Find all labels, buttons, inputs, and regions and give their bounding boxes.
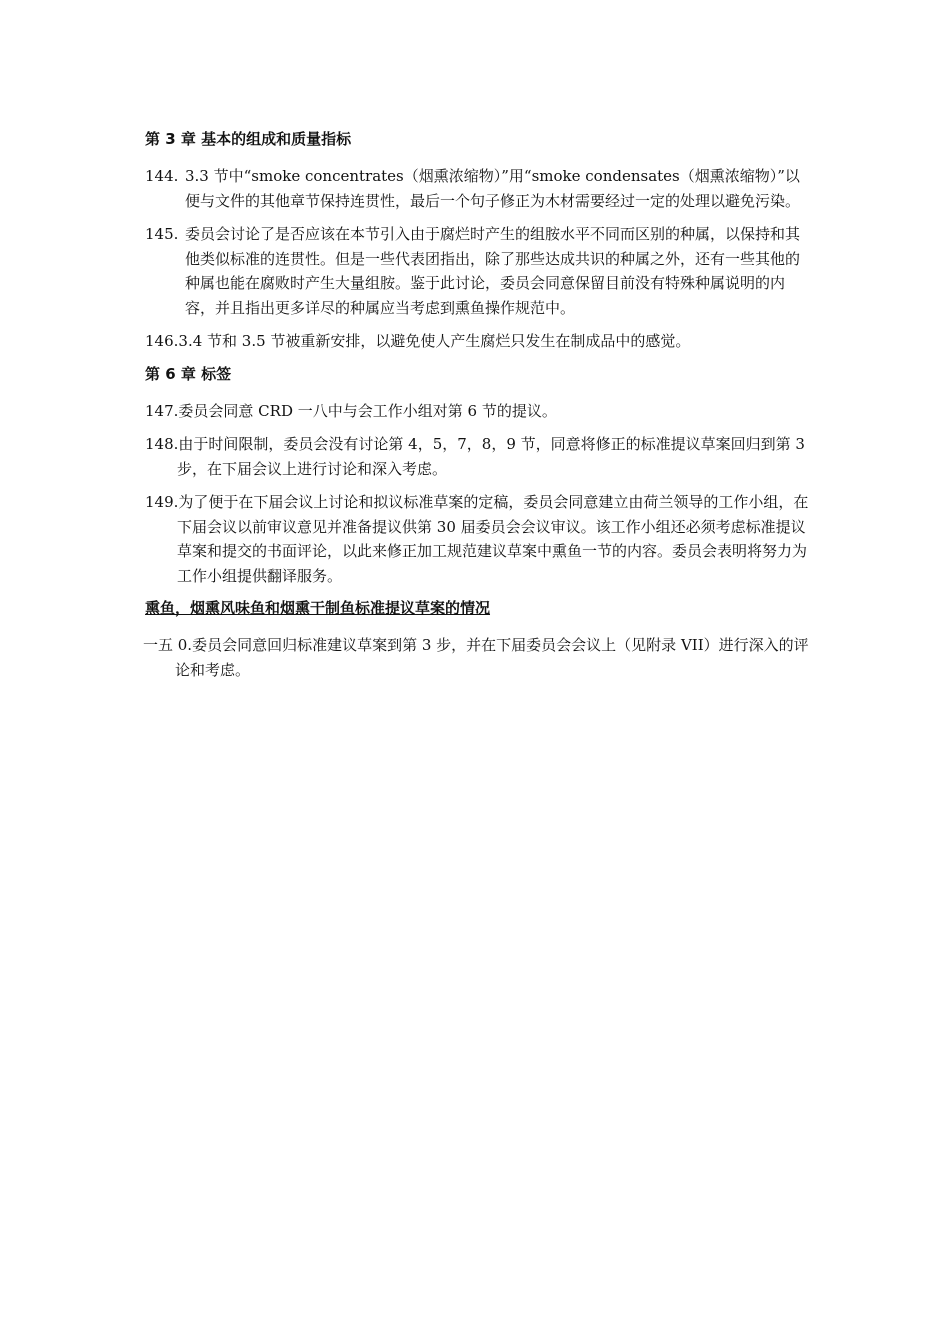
paragraph-text: 3.3 节中“smoke concentrates（烟熏浓缩物）”用“smoke condensates（烟熏浓缩物）”以便与文件的其他章节保持连贯性，最后一个句子修正为木材需要经过一定的处理以避免污染。 [185,167,801,210]
chapter-6-heading: 第 6 章 标签 [145,364,232,383]
paragraph-number: 148. [145,435,179,453]
paragraph-number: 一五 0. [143,636,193,654]
paragraph-147 [145,399,813,424]
paragraph-number: 147. [145,401,179,420]
paragraph-text: 委员会同意 CRD 一八中与会工作小组对第 6 节的提议。 [178,401,557,420]
paragraph-number: 144. [145,167,179,185]
paragraph-146 [145,329,813,354]
paragraph-text: 3.4 节和 3.5 节被重新安排，以避免使人产生腐烂只发生在制成品中的感觉。 [178,332,691,350]
paragraph-150 [143,633,813,682]
paragraph-number: 149. [145,493,179,511]
paragraph-149 [145,490,813,588]
standard-status-heading: 熏鱼，烟熏风味鱼和烟熏干制鱼标准提议草案的情况 [145,599,491,617]
paragraph-144 [145,164,813,213]
document-page [145,128,813,691]
paragraph-text: 为了便于在下届会议上讨论和拟议标准草案的定稿，委员会同意建立由荷兰领导的工作小组，在下届会议以前审议意见并准备提议供第 30 届委员会会议审议。该工作小组还必须考虑标准提议草案和提交的书面评论，以此来修正加工规范建议草案中熏鱼一节的内容。委员会表明将努力为工作小组提供翻译服务。 [177,493,809,585]
paragraph-text: 委员会同意回归标准建议草案到第 3 步，并在下届委员会会议上（见附录 VII）进行深入的评论和考虑。 [175,636,809,679]
paragraph-text: 委员会讨论了是否应该在本节引入由于腐烂时产生的组胺水平不同而区别的种属，以保持和其他类似标准的连贯性。但是一些代表团指出，除了那些达成共识的种属之外，还有一些其他的种属也能在腐败时产生大量组胺。鉴于此讨论，委员会同意保留目前没有特殊种属说明的内容，并且指出更多详尽的种属应当考虑到熏鱼操作规范中。 [185,225,801,317]
paragraph-text: 由于时间限制，委员会没有讨论第 4，5，7，8，9 节，同意将修正的标准提议草案回归到第 3 步，在下届会议上进行讨论和深入考虑。 [177,435,805,478]
paragraph-148 [145,432,813,481]
chapter-3-heading: 第 3 章 基本的组成和质量指标 [145,130,352,148]
paragraph-number: 146. [145,332,179,350]
paragraph-145 [145,222,813,320]
paragraph-number: 145. [145,225,179,243]
